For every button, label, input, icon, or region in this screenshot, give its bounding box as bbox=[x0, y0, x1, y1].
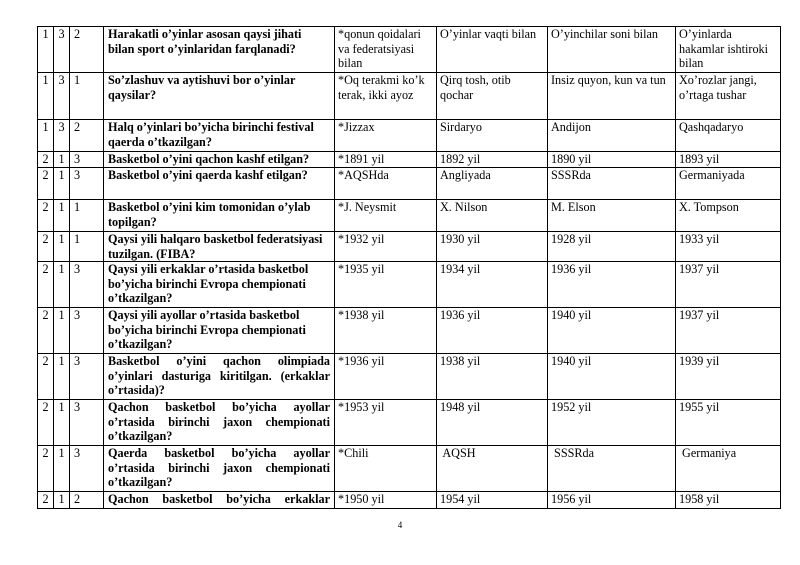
answer-cell-2: 1930 yil bbox=[437, 232, 548, 262]
table-row bbox=[38, 152, 781, 168]
table-row bbox=[38, 200, 781, 232]
cell-col2: 1 bbox=[54, 152, 70, 168]
answer-cell-4: 1893 yil bbox=[676, 152, 781, 168]
answer-cell-4: 1937 yil bbox=[676, 262, 781, 308]
cell-col1: 2 bbox=[38, 308, 54, 354]
answer-cell-2: 1936 yil bbox=[437, 308, 548, 354]
answer-cell-3: SSSRda bbox=[548, 446, 676, 492]
answer-cell-3: Andijon bbox=[548, 120, 676, 152]
answer-cell-2: 1934 yil bbox=[437, 262, 548, 308]
answer-cell-1: *Chili bbox=[335, 446, 437, 492]
answer-cell-1: *Oq terakmi ko’k terak, ikki ayoz bbox=[335, 73, 437, 120]
cell-col3: 1 bbox=[70, 200, 104, 232]
answer-cell-1: *Jizzax bbox=[335, 120, 437, 152]
cell-col2: 1 bbox=[54, 262, 70, 308]
cell-col2: 1 bbox=[54, 232, 70, 262]
questions-table bbox=[37, 26, 781, 509]
answer-cell-2: AQSH bbox=[437, 446, 548, 492]
answer-cell-2: Sirdaryo bbox=[437, 120, 548, 152]
answer-cell-2: 1948 yil bbox=[437, 400, 548, 446]
table-row bbox=[38, 308, 781, 354]
answer-cell-3: 1940 yil bbox=[548, 354, 676, 400]
answer-cell-4: Xo’rozlar jangi, o’rtaga tushar bbox=[676, 73, 781, 120]
answer-cell-1: *1938 yil bbox=[335, 308, 437, 354]
table-row bbox=[38, 446, 781, 492]
answer-cell-3: 1936 yil bbox=[548, 262, 676, 308]
cell-col1: 2 bbox=[38, 492, 54, 509]
answer-cell-2: Qirq tosh, otib qochar bbox=[437, 73, 548, 120]
cell-col3: 3 bbox=[70, 446, 104, 492]
question-cell: Qaysi yili ayollar o’rtasida basketbol bo’yicha birinchi Evropa chempionati o’tkazilgan? bbox=[104, 308, 335, 354]
cell-col3: 3 bbox=[70, 354, 104, 400]
answer-cell-3: 1940 yil bbox=[548, 308, 676, 354]
table-row bbox=[38, 73, 781, 120]
cell-col3: 3 bbox=[70, 152, 104, 168]
question-cell: Basketbol o’yini qaerda kashf etilgan? bbox=[104, 168, 335, 200]
question-cell: So’zlashuv va aytishuvi bor o’yinlar qaysilar? bbox=[104, 73, 335, 120]
table-row bbox=[38, 168, 781, 200]
cell-col3: 3 bbox=[70, 400, 104, 446]
cell-col2: 1 bbox=[54, 354, 70, 400]
table-row bbox=[38, 232, 781, 262]
answer-cell-1: *1953 yil bbox=[335, 400, 437, 446]
cell-col2: 1 bbox=[54, 446, 70, 492]
cell-col1: 2 bbox=[38, 400, 54, 446]
cell-col1: 2 bbox=[38, 168, 54, 200]
question-cell: Basketbol o’yini qachon olimpiada o’yinlari dasturiga kiritilgan. (erkaklar o’rtasida)? bbox=[104, 354, 335, 400]
answer-cell-1: *1950 yil bbox=[335, 492, 437, 509]
cell-col2: 1 bbox=[54, 400, 70, 446]
answer-cell-2: Angliyada bbox=[437, 168, 548, 200]
question-cell: Qaysi yili halqaro basketbol federatsiyasi tuzilgan. (FIBA? bbox=[104, 232, 335, 262]
question-cell: Halq o’yinlari bo’yicha birinchi festival qaerda o’tkazilgan? bbox=[104, 120, 335, 152]
answer-cell-4: Qashqadaryo bbox=[676, 120, 781, 152]
table-row bbox=[38, 354, 781, 400]
answer-cell-4: 1937 yil bbox=[676, 308, 781, 354]
cell-col1: 1 bbox=[38, 27, 54, 73]
cell-col1: 2 bbox=[38, 262, 54, 308]
cell-col1: 2 bbox=[38, 200, 54, 232]
table-row bbox=[38, 492, 781, 509]
answer-cell-3: 1928 yil bbox=[548, 232, 676, 262]
answer-cell-1: *1935 yil bbox=[335, 262, 437, 308]
cell-col2: 3 bbox=[54, 73, 70, 120]
answer-cell-4: X. Tompson bbox=[676, 200, 781, 232]
table-row bbox=[38, 120, 781, 152]
cell-col2: 1 bbox=[54, 492, 70, 509]
question-cell: Qaerda basketbol bo’yicha ayollar o’rtasida birinchi jaxon chempionati o’tkazilgan? bbox=[104, 446, 335, 492]
cell-col1: 1 bbox=[38, 120, 54, 152]
cell-col2: 3 bbox=[54, 27, 70, 73]
cell-col3: 3 bbox=[70, 262, 104, 308]
answer-cell-3: Insiz quyon, kun va tun bbox=[548, 73, 676, 120]
answer-cell-2: O’yinlar vaqti bilan bbox=[437, 27, 548, 73]
question-cell: Qaysi yili erkaklar o’rtasida basketbol bo’yicha birinchi Evropa chempionati o’tkazilgan? bbox=[104, 262, 335, 308]
answer-cell-1: *1936 yil bbox=[335, 354, 437, 400]
answer-cell-4: 1939 yil bbox=[676, 354, 781, 400]
answer-cell-4: 1958 yil bbox=[676, 492, 781, 509]
answer-cell-2: 1892 yil bbox=[437, 152, 548, 168]
answer-cell-3: 1890 yil bbox=[548, 152, 676, 168]
answer-cell-1: *J. Neysmit bbox=[335, 200, 437, 232]
cell-col3: 3 bbox=[70, 308, 104, 354]
answer-cell-2: X. Nilson bbox=[437, 200, 548, 232]
answer-cell-4: Germaniyada bbox=[676, 168, 781, 200]
question-cell: Basketbol o’yini kim tomonidan o’ylab topilgan? bbox=[104, 200, 335, 232]
question-cell: Harakatli o’yinlar asosan qaysi jihati bilan sport o’yinlaridan farqlanadi? bbox=[104, 27, 335, 73]
answer-cell-4: 1933 yil bbox=[676, 232, 781, 262]
answer-cell-2: 1954 yil bbox=[437, 492, 548, 509]
question-cell: Qachon basketbol bo’yicha ayollar o’rtasida birinchi jaxon chempionati o’tkazilgan? bbox=[104, 400, 335, 446]
cell-col1: 2 bbox=[38, 152, 54, 168]
cell-col1: 2 bbox=[38, 446, 54, 492]
cell-col3: 2 bbox=[70, 492, 104, 509]
answer-cell-1: *AQSHda bbox=[335, 168, 437, 200]
cell-col2: 1 bbox=[54, 200, 70, 232]
table-row bbox=[38, 262, 781, 308]
answer-cell-3: 1952 yil bbox=[548, 400, 676, 446]
cell-col3: 1 bbox=[70, 232, 104, 262]
table-row bbox=[38, 400, 781, 446]
cell-col2: 1 bbox=[54, 308, 70, 354]
cell-col1: 1 bbox=[38, 73, 54, 120]
answer-cell-1: *1891 yil bbox=[335, 152, 437, 168]
answer-cell-4: Germaniya bbox=[676, 446, 781, 492]
page-number: 4 bbox=[397, 520, 403, 530]
answer-cell-3: SSSRda bbox=[548, 168, 676, 200]
cell-col3: 3 bbox=[70, 168, 104, 200]
answer-cell-3: 1956 yil bbox=[548, 492, 676, 509]
cell-col2: 1 bbox=[54, 168, 70, 200]
cell-col3: 2 bbox=[70, 120, 104, 152]
answer-cell-1: *1932 yil bbox=[335, 232, 437, 262]
question-cell: Basketbol o’yini qachon kashf etilgan? bbox=[104, 152, 335, 168]
answer-cell-4: O’yinlarda hakamlar ishtiroki bilan bbox=[676, 27, 781, 73]
cell-col1: 2 bbox=[38, 354, 54, 400]
answer-cell-2: 1938 yil bbox=[437, 354, 548, 400]
cell-col2: 3 bbox=[54, 120, 70, 152]
cell-col3: 1 bbox=[70, 73, 104, 120]
cell-col3: 2 bbox=[70, 27, 104, 73]
cell-col1: 2 bbox=[38, 232, 54, 262]
question-cell: Qachon basketbol bo’yicha erkaklar bbox=[104, 492, 335, 509]
table-row bbox=[38, 27, 781, 73]
answer-cell-4: 1955 yil bbox=[676, 400, 781, 446]
answer-cell-3: O’yinchilar soni bilan bbox=[548, 27, 676, 73]
answer-cell-3: M. Elson bbox=[548, 200, 676, 232]
answer-cell-1: *qonun qoidalari va federatsiyasi bilan bbox=[335, 27, 437, 73]
